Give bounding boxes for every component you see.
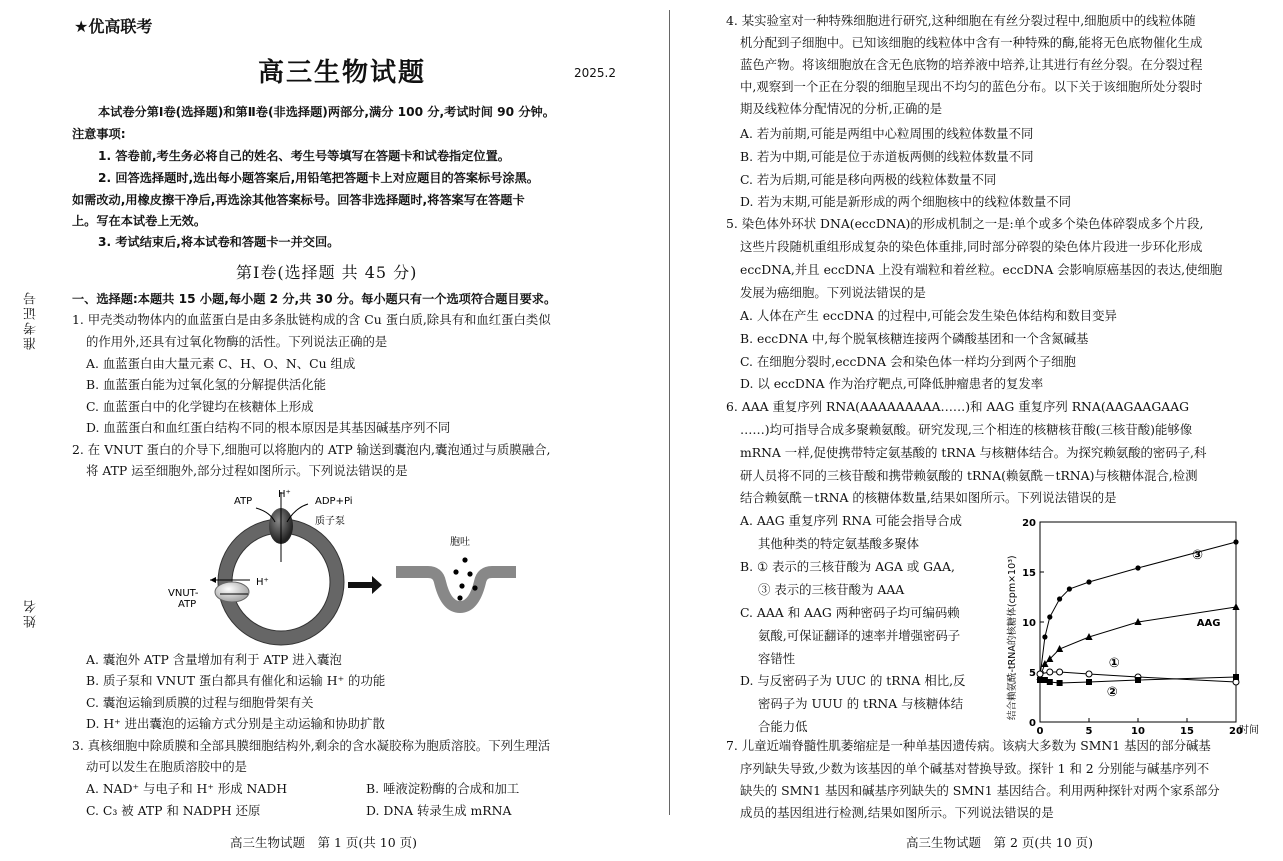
q5-option-b: B. eccDNA 中,每个脱氧核糖连接两个磷酸基团和一个含氮碱基: [740, 331, 1089, 346]
q4-stem-3: 蓝色产物。将该细胞放在含无色底物的培养液中培养,让其进行有丝分裂。在分裂过程: [740, 57, 1203, 72]
point-filled-circle: [1067, 586, 1072, 591]
y-tick-label: 15: [1022, 568, 1036, 579]
q6-option-d-2: 密码子为 UUU 的 tRNA 与核糖体结: [758, 696, 964, 711]
instructions-heading: 注意事项:: [72, 127, 126, 141]
q3-option-c: C. C₃ 被 ATP 和 NADPH 还原: [86, 803, 261, 818]
q3-option-b: B. 唾液淀粉酶的合成和加工: [366, 781, 520, 796]
point-open-circle: [1037, 671, 1043, 677]
q6-stem-1: 6. AAA 重复序列 RNA(AAAAAAAAA……)和 AAG 重复序列 RNA(AAGAAGAAG: [726, 399, 1190, 414]
instructions-item-3: 3. 考试结束后,将本试卷和答题卡一并交回。: [98, 235, 340, 249]
exocytosis-membrane: [396, 572, 516, 607]
q3-stem-2: 动可以发生在胞质溶胶中的是: [86, 759, 248, 774]
series-line-0: [1040, 542, 1236, 677]
arrow-right-icon: [348, 576, 382, 594]
point-filled-square: [1135, 677, 1141, 683]
q6-option-c-3: 容错性: [758, 651, 796, 666]
q5-stem-4: 发展为癌细胞。下列说法错误的是: [740, 285, 926, 300]
q6-option-a-1: A. AAG 重复序列 RNA 可能会指导合成: [740, 513, 962, 528]
q3-option-d: D. DNA 转录生成 mRNA: [366, 803, 512, 818]
q2-stem-1: 2. 在 VNUT 蛋白的介导下,细胞可以将胞内的 ATP 输送到囊泡内,囊泡通过与质膜融合,: [72, 442, 551, 457]
y-tick-label: 20: [1022, 518, 1036, 529]
q7-stem-2: 序列缺失导致,少数为该基因的单个碱基对替换导致。探针 1 和 2 分别能与碱基序列不: [740, 761, 1210, 776]
series-label-2: ①: [1108, 656, 1120, 671]
q6-stem-5: 结合赖氨酰－tRNA 的核糖体数量,结果如图所示。下列说法错误的是: [740, 490, 1117, 505]
part-one-heading: 一、选择题:本题共 15 小题,每小题 2 分,共 30 分。每小题只有一个选项符合题目要求。: [72, 292, 557, 306]
q7-stem-4: 成员的基因组进行检测,结果如图所示。下列说法错误的是: [740, 805, 1054, 820]
x-axis-label: 时间: [1239, 725, 1259, 735]
x-tick-label: 5: [1085, 726, 1093, 735]
y-axis-label: 结合赖氨酰-tRNA的核糖体(cpm×10³): [1007, 555, 1018, 720]
ribosome-binding-chart: [1000, 510, 1275, 735]
q6-stem-3: mRNA 一样,促使携带特定氨基酸的 tRNA 与核糖体结合。为探究赖氨酸的密码子,科: [740, 445, 1207, 460]
y-tick-label: 10: [1022, 618, 1036, 629]
q6-option-b-2: ③ 表示的三核苷酸为 AAA: [758, 582, 905, 597]
q2-option-a: A. 囊泡外 ATP 含量增加有利于 ATP 进入囊泡: [86, 652, 342, 667]
q6-option-c-2: 氨酸,可保证翻译的速率并增强密码子: [758, 628, 961, 643]
series-label-3: ②: [1106, 685, 1118, 700]
point-filled-square: [1086, 679, 1092, 685]
instructions-intro: 本试卷分第Ⅰ卷(选择题)和第Ⅱ卷(非选择题)两部分,满分 100 分,考试时间 90 分钟。: [98, 105, 555, 119]
side-label-exam-number: 准考证号: [24, 290, 39, 350]
q6-option-d-1: D. 与反密码子为 UUC 的 tRNA 相比,反: [740, 673, 966, 688]
footer-right: 高三生物试题 第 2 页(共 10 页): [906, 835, 1094, 850]
q2-stem-2: 将 ATP 运至细胞外,部分过程如图所示。下列说法错误的是: [86, 463, 408, 478]
q4-stem-2: 机分配到子细胞中。已知该细胞的线粒体中含有一种特殊的酶,能将无色底物催化生成: [740, 35, 1203, 50]
point-filled-circle: [1233, 539, 1238, 544]
q5-stem-3: eccDNA,并且 eccDNA 上没有端粒和着丝粒。eccDNA 会影响原癌基因的表达,使细胞: [740, 262, 1223, 277]
y-tick-label: 0: [1029, 718, 1036, 729]
q1-option-d: D. 血蓝蛋白和血红蛋白结构不同的根本原因是其基因碱基序列不同: [86, 420, 451, 435]
q2-option-b: B. 质子泵和 VNUT 蛋白都具有催化和运输 H⁺ 的功能: [86, 673, 386, 688]
q1-stem-1: 1. 甲壳类动物体内的血蓝蛋白是由多条肽链构成的含 Cu 蛋白质,除具有和血红蛋白类似: [72, 312, 551, 327]
point-filled-circle: [1057, 596, 1062, 601]
q4-option-d: D. 若为末期,可能是新形成的两个细胞核中的线粒体数量不同: [740, 194, 1072, 209]
brand-label: ★优高联考: [74, 17, 153, 36]
instructions-item-2a: 2. 回答选择题时,选出每小题答案后,用铅笔把答题卡上对应题目的答案标号涂黑。: [98, 171, 539, 185]
q7-stem-3: 缺失的 SMN1 基因和碱基序列缺失的 SMN1 基因结合。利用两种探针对两个家系部分: [740, 783, 1220, 798]
q6-stem-2: ……)均可指导合成多聚赖氨酸。研究发现,三个相连的核糖核苷酸(三核苷酸)能够像: [740, 422, 1193, 437]
point-filled-circle: [1135, 565, 1140, 570]
instructions-item-2c: 上。写在本试卷上无效。: [72, 214, 207, 228]
q5-stem-1: 5. 染色体外环状 DNA(eccDNA)的形成机制之一是:单个或多个染色体碎裂成多个片段,: [726, 216, 1204, 231]
point-triangle: [1232, 603, 1239, 610]
q2-option-c: C. 囊泡运输到质膜的过程与细胞骨架有关: [86, 695, 314, 710]
footer-left: 高三生物试题 第 1 页(共 10 页): [230, 835, 418, 850]
fig-label-atp: ATP: [234, 496, 253, 507]
q5-option-c: C. 在细胞分裂时,eccDNA 会和染色体一样均分到两个子细胞: [740, 354, 1076, 369]
point-filled-circle: [1086, 579, 1091, 584]
q6-option-d-3: 合能力低: [758, 719, 808, 734]
side-label-name: 姓名: [24, 598, 39, 628]
q4-stem-1: 4. 某实验室对一种特殊细胞进行研究,这种细胞在有丝分裂过程中,细胞质中的线粒体随: [726, 13, 1196, 28]
page-title: 高三生物试题: [258, 58, 427, 88]
point-filled-circle: [1047, 614, 1052, 619]
x-tick-label: 15: [1180, 726, 1194, 735]
point-filled-square: [1057, 680, 1063, 686]
x-tick-label: 10: [1131, 726, 1145, 735]
point-open-circle: [1057, 669, 1063, 675]
q4-option-c: C. 若为后期,可能是移向两极的线粒体数量不同: [740, 172, 997, 187]
y-tick-label: 5: [1029, 668, 1036, 679]
series-label-0: ③: [1191, 548, 1203, 563]
vesicle-figure: [160, 482, 520, 647]
page-divider: [669, 10, 670, 815]
instructions-item-2b: 如需改动,用橡皮擦干净后,再选涂其他答案标号。回答非选择题时,将答案写在答题卡: [72, 193, 525, 207]
q3-stem-1: 3. 真核细胞中除质膜和全部具膜细胞结构外,剩余的含水凝胶称为胞质溶胶。下列生理活: [72, 738, 551, 753]
point-filled-square: [1047, 679, 1053, 685]
q6-option-b-1: B. ① 表示的三核苷酸为 AGA 或 GAA,: [740, 559, 955, 574]
instructions-item-1: 1. 答卷前,考生务必将自己的姓名、考生号等填写在答题卡和试卷指定位置。: [98, 149, 510, 163]
q5-stem-2: 这些片段随机重组形成复杂的染色体重排,同时部分碎裂的染色体片段进一步环化形成: [740, 239, 1203, 254]
fig-label-adp: ADP+Pi: [315, 496, 353, 507]
q6-option-a-2: 其他种类的特定氨基酸多聚体: [758, 536, 920, 551]
fig-label-atp2: ATP: [178, 599, 197, 610]
exam-date: 2025.2: [574, 66, 616, 80]
x-tick-label: 0: [1036, 726, 1044, 735]
q4-stem-5: 期及线粒体分配情况的分析,正确的是: [740, 101, 943, 116]
series-label-1: AAG: [1196, 618, 1221, 629]
q1-option-b: B. 血蓝蛋白能为过氧化氢的分解提供活化能: [86, 377, 327, 392]
q5-option-d: D. 以 eccDNA 作为治疗靶点,可降低肿瘤患者的复发率: [740, 376, 1044, 391]
section-title: 第Ⅰ卷(选择题 共 45 分): [236, 263, 418, 282]
q1-option-a: A. 血蓝蛋白由大量元素 C、H、O、N、Cu 组成: [86, 356, 356, 371]
point-filled-circle: [1042, 634, 1047, 639]
q4-option-a: A. 若为前期,可能是两组中心粒周围的线粒体数量不同: [740, 126, 1034, 141]
point-open-circle: [1086, 671, 1092, 677]
q6-option-c-1: C. AAA 和 AAG 两种密码子均可编码赖: [740, 605, 960, 620]
x-tick-label: 20: [1229, 726, 1243, 735]
fig-label-exocytosis: 胞吐: [450, 537, 470, 548]
q1-option-c: C. 血蓝蛋白中的化学键均在核糖体上形成: [86, 399, 314, 414]
q5-option-a: A. 人体在产生 eccDNA 的过程中,可能会发生染色体结构和数目变异: [740, 308, 1117, 323]
q7-stem-1: 7. 儿童近端脊髓性肌萎缩症是一种单基因遗传病。该病大多数为 SMN1 基因的部分碱基: [726, 738, 1211, 753]
q4-option-b: B. 若为中期,可能是位于赤道板两侧的线粒体数量不同: [740, 149, 1034, 164]
fig-label-pump: 质子泵: [315, 516, 345, 527]
q1-stem-2: 的作用外,还具有过氧化物酶的活性。下列说法正确的是: [86, 334, 388, 349]
fig-label-vnut: VNUT-: [168, 588, 199, 599]
q3-option-a: A. NAD⁺ 与电子和 H⁺ 形成 NADH: [86, 781, 288, 796]
point-filled-square: [1233, 674, 1239, 680]
q6-stem-4: 研人员将不同的三核苷酸和携带赖氨酸的 tRNA(赖氨酰－tRNA)与核糖体混合,检测: [740, 468, 1198, 483]
fig-label-h: H⁺: [278, 489, 291, 500]
vnut-protein-icon: [215, 582, 249, 602]
q2-option-d: D. H⁺ 进出囊泡的运输方式分别是主动运输和协助扩散: [86, 716, 385, 731]
fig-label-h2: H⁺: [256, 577, 269, 588]
q4-stem-4: 中,观察到一个正在分裂的细胞呈现出不均匀的蓝色分布。以下关于该细胞所处分裂时: [740, 79, 1203, 94]
point-open-circle: [1047, 669, 1053, 675]
